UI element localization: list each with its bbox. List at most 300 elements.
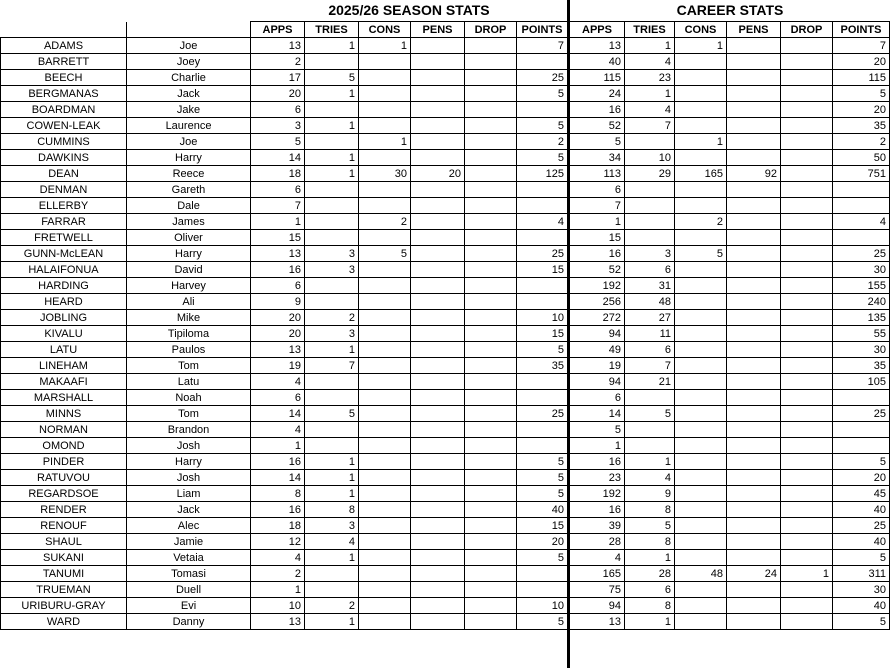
career-tries-cell: 1 [625, 454, 675, 470]
season-drop-cell [465, 278, 517, 294]
player-first-name: Joe [127, 134, 251, 150]
season-tries-cell [305, 374, 359, 390]
header-first-blank [127, 22, 251, 38]
season-drop-cell [465, 134, 517, 150]
career-cons-cell [675, 54, 727, 70]
career-pens-cell [727, 278, 781, 294]
season-pens-cell [411, 358, 465, 374]
career-drop-cell [781, 550, 833, 566]
season-cons-cell [359, 422, 411, 438]
player-surname: SHAUL [1, 534, 127, 550]
season-points-cell [517, 278, 569, 294]
season-pens-cell [411, 518, 465, 534]
career-drop-cell [781, 166, 833, 182]
player-first-name: Ali [127, 294, 251, 310]
season-cons-cell [359, 262, 411, 278]
season-drop-cell [465, 86, 517, 102]
table-row [1, 374, 890, 390]
player-first-name: Jamie [127, 534, 251, 550]
career-apps-cell: 113 [569, 166, 625, 182]
career-drop-cell [781, 374, 833, 390]
season-apps-cell: 4 [251, 550, 305, 566]
career-apps-cell: 24 [569, 86, 625, 102]
season-cons-cell [359, 518, 411, 534]
season-apps-cell: 9 [251, 294, 305, 310]
season-tries-cell: 2 [305, 598, 359, 614]
season-points-cell: 15 [517, 326, 569, 342]
season-cons-cell [359, 182, 411, 198]
career-points-cell: 751 [833, 166, 890, 182]
career-drop-cell [781, 118, 833, 134]
player-first-name: Harvey [127, 278, 251, 294]
career-drop-cell [781, 102, 833, 118]
season-tries-cell [305, 54, 359, 70]
player-surname: MAKAAFI [1, 374, 127, 390]
career-pens-cell [727, 182, 781, 198]
season-points-cell [517, 422, 569, 438]
season-tries-cell: 3 [305, 518, 359, 534]
career-cons-cell [675, 534, 727, 550]
season-tries-cell: 1 [305, 166, 359, 182]
career-pens-cell [727, 86, 781, 102]
career-points-cell: 30 [833, 342, 890, 358]
career-cons-cell [675, 198, 727, 214]
career-pens-cell [727, 38, 781, 54]
table-row [1, 198, 890, 214]
career-apps-cell: 165 [569, 566, 625, 582]
career-points-cell: 240 [833, 294, 890, 310]
career-points-cell: 155 [833, 278, 890, 294]
season-tries-cell: 3 [305, 246, 359, 262]
season-drop-cell [465, 182, 517, 198]
season-tries-cell [305, 294, 359, 310]
career-pens-cell [727, 518, 781, 534]
career-pens-cell [727, 470, 781, 486]
season-tries-cell [305, 278, 359, 294]
career-apps-cell: 1 [569, 214, 625, 230]
career-points-cell: 5 [833, 614, 890, 630]
career-tries-cell: 4 [625, 102, 675, 118]
season-cons-cell [359, 358, 411, 374]
career-tries-cell: 6 [625, 582, 675, 598]
table-row [1, 134, 890, 150]
career-apps-cell: 115 [569, 70, 625, 86]
career-tries-cell: 1 [625, 550, 675, 566]
career-drop-cell [781, 502, 833, 518]
player-first-name: Mike [127, 310, 251, 326]
season-apps-cell: 4 [251, 374, 305, 390]
table-row [1, 310, 890, 326]
season-pens-cell [411, 246, 465, 262]
season-cons-cell [359, 86, 411, 102]
header-season-apps: APPS [251, 22, 305, 38]
season-points-cell [517, 182, 569, 198]
career-pens-cell [727, 150, 781, 166]
career-apps-cell: 192 [569, 486, 625, 502]
table-row [1, 390, 890, 406]
career-drop-cell [781, 470, 833, 486]
career-pens-cell [727, 102, 781, 118]
player-surname: OMOND [1, 438, 127, 454]
career-cons-cell [675, 278, 727, 294]
season-points-cell [517, 54, 569, 70]
season-tries-cell: 1 [305, 454, 359, 470]
career-tries-cell [625, 422, 675, 438]
table-row [1, 358, 890, 374]
career-pens-cell [727, 70, 781, 86]
player-first-name: Josh [127, 470, 251, 486]
season-pens-cell [411, 582, 465, 598]
season-pens-cell [411, 454, 465, 470]
player-surname: URIBURU-GRAY [1, 598, 127, 614]
career-apps-cell: 16 [569, 246, 625, 262]
career-apps-cell: 7 [569, 198, 625, 214]
player-surname: BARRETT [1, 54, 127, 70]
player-surname: RATUVOU [1, 470, 127, 486]
career-points-cell: 135 [833, 310, 890, 326]
career-drop-cell [781, 326, 833, 342]
table-row [1, 438, 890, 454]
table-row [1, 470, 890, 486]
career-points-cell [833, 182, 890, 198]
career-tries-cell: 1 [625, 614, 675, 630]
career-drop-cell [781, 582, 833, 598]
career-points-cell: 25 [833, 246, 890, 262]
season-cons-cell [359, 326, 411, 342]
stats-table [0, 21, 890, 630]
player-first-name: Tomasi [127, 566, 251, 582]
career-pens-cell [727, 486, 781, 502]
player-surname: LATU [1, 342, 127, 358]
career-apps-cell: 5 [569, 422, 625, 438]
season-cons-cell [359, 406, 411, 422]
career-drop-cell [781, 342, 833, 358]
career-points-cell: 55 [833, 326, 890, 342]
career-cons-cell [675, 406, 727, 422]
player-first-name: Joey [127, 54, 251, 70]
career-tries-cell: 8 [625, 502, 675, 518]
career-drop-cell [781, 246, 833, 262]
career-pens-cell [727, 294, 781, 310]
career-drop-cell [781, 134, 833, 150]
career-points-cell: 105 [833, 374, 890, 390]
career-apps-cell: 6 [569, 182, 625, 198]
career-drop-cell [781, 214, 833, 230]
season-tries-cell: 1 [305, 150, 359, 166]
career-tries-cell: 29 [625, 166, 675, 182]
season-cons-cell [359, 102, 411, 118]
career-drop-cell [781, 86, 833, 102]
season-apps-cell: 19 [251, 358, 305, 374]
career-points-cell [833, 198, 890, 214]
season-points-cell [517, 566, 569, 582]
season-drop-cell [465, 342, 517, 358]
season-pens-cell [411, 486, 465, 502]
career-apps-cell: 256 [569, 294, 625, 310]
season-tries-cell [305, 390, 359, 406]
season-pens-cell [411, 310, 465, 326]
season-cons-cell [359, 150, 411, 166]
season-pens-cell [411, 374, 465, 390]
header-row [1, 22, 890, 38]
career-tries-cell [625, 390, 675, 406]
career-points-cell: 4 [833, 214, 890, 230]
season-apps-cell: 14 [251, 150, 305, 166]
career-apps-cell: 16 [569, 102, 625, 118]
career-tries-cell: 7 [625, 118, 675, 134]
career-drop-cell [781, 406, 833, 422]
season-drop-cell [465, 214, 517, 230]
season-tries-cell: 7 [305, 358, 359, 374]
career-tries-cell: 4 [625, 470, 675, 486]
player-first-name: James [127, 214, 251, 230]
season-cons-cell [359, 342, 411, 358]
season-pens-cell [411, 534, 465, 550]
career-tries-cell: 9 [625, 486, 675, 502]
table-row [1, 86, 890, 102]
season-pens-cell [411, 38, 465, 54]
player-surname: GUNN-McLEAN [1, 246, 127, 262]
season-drop-cell [465, 502, 517, 518]
career-cons-cell [675, 518, 727, 534]
season-cons-cell [359, 582, 411, 598]
career-points-cell: 5 [833, 86, 890, 102]
career-tries-cell: 1 [625, 86, 675, 102]
season-pens-cell [411, 342, 465, 358]
season-apps-cell: 2 [251, 54, 305, 70]
career-tries-cell: 8 [625, 534, 675, 550]
player-first-name: Harry [127, 150, 251, 166]
season-drop-cell [465, 550, 517, 566]
season-tries-cell: 5 [305, 406, 359, 422]
career-cons-cell [675, 582, 727, 598]
season-pens-cell [411, 470, 465, 486]
season-drop-cell [465, 198, 517, 214]
career-cons-cell [675, 102, 727, 118]
season-points-cell: 7 [517, 38, 569, 54]
career-pens-cell [727, 134, 781, 150]
season-points-cell: 15 [517, 262, 569, 278]
season-drop-cell [465, 486, 517, 502]
season-pens-cell [411, 198, 465, 214]
season-apps-cell: 17 [251, 70, 305, 86]
career-cons-cell: 5 [675, 246, 727, 262]
season-cons-cell [359, 230, 411, 246]
season-cons-cell [359, 454, 411, 470]
season-tries-cell: 1 [305, 86, 359, 102]
header-career-points: POINTS [833, 22, 890, 38]
season-cons-cell [359, 294, 411, 310]
season-apps-cell: 13 [251, 38, 305, 54]
table-row [1, 598, 890, 614]
player-first-name: Alec [127, 518, 251, 534]
season-drop-cell [465, 358, 517, 374]
season-points-cell [517, 390, 569, 406]
career-tries-cell: 28 [625, 566, 675, 582]
career-tries-cell: 7 [625, 358, 675, 374]
career-cons-cell [675, 230, 727, 246]
season-apps-cell: 1 [251, 214, 305, 230]
table-row [1, 406, 890, 422]
career-pens-cell [727, 374, 781, 390]
header-season-drop: DROP [465, 22, 517, 38]
career-drop-cell [781, 438, 833, 454]
season-cons-cell [359, 550, 411, 566]
career-cons-cell [675, 86, 727, 102]
career-apps-cell: 4 [569, 550, 625, 566]
season-apps-cell: 4 [251, 422, 305, 438]
season-points-cell: 5 [517, 614, 569, 630]
season-drop-cell [465, 390, 517, 406]
career-points-cell: 50 [833, 150, 890, 166]
season-points-cell: 10 [517, 310, 569, 326]
career-points-cell: 7 [833, 38, 890, 54]
player-surname: HEARD [1, 294, 127, 310]
table-row [1, 166, 890, 182]
player-first-name: David [127, 262, 251, 278]
table-row [1, 214, 890, 230]
career-points-cell: 45 [833, 486, 890, 502]
career-tries-cell: 5 [625, 406, 675, 422]
table-row [1, 534, 890, 550]
player-surname: BERGMANAS [1, 86, 127, 102]
career-points-cell: 20 [833, 102, 890, 118]
career-apps-cell: 14 [569, 406, 625, 422]
season-points-cell: 5 [517, 86, 569, 102]
career-drop-cell [781, 534, 833, 550]
season-apps-cell: 13 [251, 614, 305, 630]
season-apps-cell: 13 [251, 342, 305, 358]
table-row [1, 54, 890, 70]
season-apps-cell: 13 [251, 246, 305, 262]
season-drop-cell [465, 374, 517, 390]
season-drop-cell [465, 326, 517, 342]
career-cons-cell [675, 70, 727, 86]
season-points-cell: 5 [517, 470, 569, 486]
career-pens-cell [727, 614, 781, 630]
table-row [1, 582, 890, 598]
career-drop-cell [781, 70, 833, 86]
career-pens-cell [727, 246, 781, 262]
season-drop-cell [465, 102, 517, 118]
player-surname: MARSHALL [1, 390, 127, 406]
career-cons-cell [675, 438, 727, 454]
season-tries-cell [305, 102, 359, 118]
table-row [1, 150, 890, 166]
season-drop-cell [465, 470, 517, 486]
season-cons-cell [359, 310, 411, 326]
career-apps-cell: 16 [569, 502, 625, 518]
player-surname: NORMAN [1, 422, 127, 438]
season-cons-cell [359, 198, 411, 214]
career-cons-cell [675, 118, 727, 134]
season-drop-cell [465, 566, 517, 582]
career-cons-cell [675, 374, 727, 390]
career-pens-cell [727, 502, 781, 518]
season-drop-cell [465, 38, 517, 54]
player-first-name: Vetaia [127, 550, 251, 566]
career-tries-cell [625, 198, 675, 214]
season-points-cell: 5 [517, 118, 569, 134]
player-first-name: Oliver [127, 230, 251, 246]
season-drop-cell [465, 422, 517, 438]
career-points-cell: 311 [833, 566, 890, 582]
player-surname: ADAMS [1, 38, 127, 54]
career-tries-cell: 4 [625, 54, 675, 70]
player-surname: BEECH [1, 70, 127, 86]
career-tries-cell: 31 [625, 278, 675, 294]
career-pens-cell [727, 390, 781, 406]
career-cons-cell [675, 502, 727, 518]
career-tries-cell [625, 230, 675, 246]
player-surname: FRETWELL [1, 230, 127, 246]
season-apps-cell: 6 [251, 278, 305, 294]
career-points-cell: 25 [833, 518, 890, 534]
table-row [1, 550, 890, 566]
career-apps-cell: 34 [569, 150, 625, 166]
season-tries-cell [305, 438, 359, 454]
player-surname: HALAIFONUA [1, 262, 127, 278]
player-surname: TANUMI [1, 566, 127, 582]
season-cons-cell: 30 [359, 166, 411, 182]
career-points-cell: 25 [833, 406, 890, 422]
season-pens-cell [411, 550, 465, 566]
career-apps-cell: 19 [569, 358, 625, 374]
career-drop-cell [781, 390, 833, 406]
player-first-name: Tipiloma [127, 326, 251, 342]
season-points-cell: 5 [517, 486, 569, 502]
season-points-cell: 40 [517, 502, 569, 518]
season-apps-cell: 6 [251, 182, 305, 198]
player-surname: HARDING [1, 278, 127, 294]
season-tries-cell: 3 [305, 262, 359, 278]
career-tries-cell: 23 [625, 70, 675, 86]
header-season-tries: TRIES [305, 22, 359, 38]
career-drop-cell [781, 230, 833, 246]
player-surname: CUMMINS [1, 134, 127, 150]
header-career-apps: APPS [569, 22, 625, 38]
career-cons-cell [675, 598, 727, 614]
career-pens-cell [727, 422, 781, 438]
career-tries-cell: 21 [625, 374, 675, 390]
player-first-name: Paulos [127, 342, 251, 358]
season-drop-cell [465, 454, 517, 470]
career-points-cell: 35 [833, 118, 890, 134]
season-pens-cell [411, 54, 465, 70]
career-pens-cell: 92 [727, 166, 781, 182]
season-points-cell: 15 [517, 518, 569, 534]
career-drop-cell [781, 262, 833, 278]
season-drop-cell [465, 150, 517, 166]
career-drop-cell [781, 54, 833, 70]
season-pens-cell [411, 502, 465, 518]
career-points-cell: 40 [833, 502, 890, 518]
season-drop-cell [465, 614, 517, 630]
season-tries-cell [305, 422, 359, 438]
career-pens-cell [727, 262, 781, 278]
table-row [1, 102, 890, 118]
season-points-cell: 25 [517, 406, 569, 422]
player-surname: REGARDSOE [1, 486, 127, 502]
season-pens-cell [411, 294, 465, 310]
career-tries-cell: 6 [625, 262, 675, 278]
table-row [1, 454, 890, 470]
career-pens-cell [727, 550, 781, 566]
season-cons-cell [359, 118, 411, 134]
season-apps-cell: 18 [251, 518, 305, 534]
header-season-points: POINTS [517, 22, 569, 38]
season-pens-cell [411, 614, 465, 630]
